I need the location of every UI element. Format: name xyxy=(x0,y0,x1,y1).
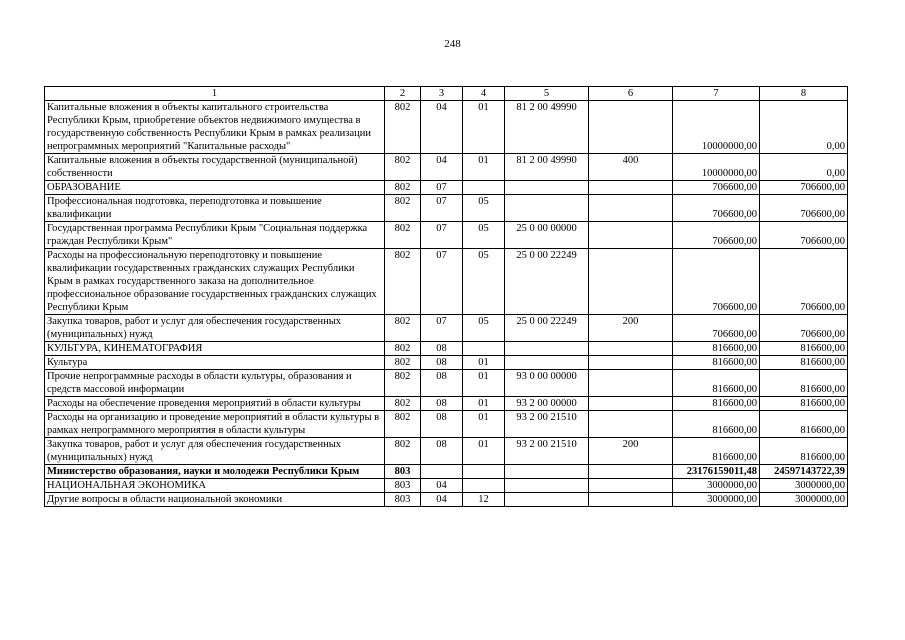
subsection-cell: 01 xyxy=(463,411,505,438)
row-name-cell: Государственная программа Республики Крым "Социальная поддержка граждан Республики Крым" xyxy=(45,222,385,249)
expense-type-cell xyxy=(589,465,673,479)
ministry-code-cell: 803 xyxy=(385,479,421,493)
header-cell: 4 xyxy=(463,87,505,101)
section-cell: 04 xyxy=(421,479,463,493)
section-cell: 07 xyxy=(421,222,463,249)
ministry-code-cell: 803 xyxy=(385,465,421,479)
section-cell: 08 xyxy=(421,342,463,356)
ministry-code-cell: 802 xyxy=(385,397,421,411)
amount-year1-cell: 706600,00 xyxy=(673,249,760,315)
section-cell: 07 xyxy=(421,315,463,342)
target-article-cell xyxy=(505,356,589,370)
target-article-cell xyxy=(505,479,589,493)
row-name-cell: Расходы на профессиональную переподготовку и повышение квалификации государственных гражданских служащих Республики Крым в рамках государственного заказа на дополнительное профессиональное образование государственных гражданских служащих Республики Крым xyxy=(45,249,385,315)
section-cell xyxy=(421,465,463,479)
expense-type-cell xyxy=(589,249,673,315)
subsection-cell: 01 xyxy=(463,101,505,154)
row-name-cell: Министерство образования, науки и молодежи Республики Крым xyxy=(45,465,385,479)
ministry-code-cell: 802 xyxy=(385,315,421,342)
row-name-cell: Капитальные вложения в объекты государственной (муниципальной) собственности xyxy=(45,154,385,181)
row-name-cell: Другие вопросы в области национальной экономики xyxy=(45,493,385,507)
table-row xyxy=(45,154,848,181)
table-row xyxy=(45,493,848,507)
row-name-cell: Культура xyxy=(45,356,385,370)
row-name-cell: Профессиональная подготовка, переподготовка и повышение квалификации xyxy=(45,195,385,222)
table-row xyxy=(45,397,848,411)
ministry-code-cell: 802 xyxy=(385,356,421,370)
header-cell: 5 xyxy=(505,87,589,101)
amount-year2-cell: 706600,00 xyxy=(760,195,848,222)
expense-type-cell xyxy=(589,195,673,222)
amount-year1-cell: 10000000,00 xyxy=(673,101,760,154)
expense-type-cell xyxy=(589,479,673,493)
amount-year2-cell: 24597143722,39 xyxy=(760,465,848,479)
amount-year2-cell: 0,00 xyxy=(760,154,848,181)
subsection-cell: 01 xyxy=(463,397,505,411)
amount-year2-cell: 706600,00 xyxy=(760,249,848,315)
page-number: 248 xyxy=(444,38,461,50)
amount-year2-cell: 706600,00 xyxy=(760,315,848,342)
target-article-cell: 93 2 00 21510 xyxy=(505,438,589,465)
subsection-cell xyxy=(463,465,505,479)
row-name-cell: Закупка товаров, работ и услуг для обеспечения государственных (муниципальных) нужд xyxy=(45,315,385,342)
section-cell: 08 xyxy=(421,397,463,411)
target-article-cell xyxy=(505,342,589,356)
section-cell: 04 xyxy=(421,154,463,181)
section-cell: 04 xyxy=(421,101,463,154)
header-cell: 3 xyxy=(421,87,463,101)
amount-year2-cell: 706600,00 xyxy=(760,181,848,195)
expense-type-cell: 400 xyxy=(589,154,673,181)
subsection-cell: 01 xyxy=(463,370,505,397)
row-name-cell: Прочие непрограммные расходы в области культуры, образования и средств массовой информации xyxy=(45,370,385,397)
amount-year1-cell: 706600,00 xyxy=(673,195,760,222)
section-cell: 08 xyxy=(421,411,463,438)
target-article-cell xyxy=(505,181,589,195)
table-row xyxy=(45,342,848,356)
target-article-cell: 25 0 00 00000 xyxy=(505,222,589,249)
amount-year2-cell: 816600,00 xyxy=(760,370,848,397)
table-row xyxy=(45,195,848,222)
expense-type-cell xyxy=(589,101,673,154)
table-header-row xyxy=(45,87,848,101)
subsection-cell: 05 xyxy=(463,195,505,222)
target-article-cell: 93 0 00 00000 xyxy=(505,370,589,397)
amount-year2-cell: 816600,00 xyxy=(760,356,848,370)
ministry-code-cell: 802 xyxy=(385,222,421,249)
section-cell: 04 xyxy=(421,493,463,507)
table-row xyxy=(45,315,848,342)
ministry-code-cell: 802 xyxy=(385,411,421,438)
ministry-code-cell: 802 xyxy=(385,154,421,181)
row-name-cell: Расходы на обеспечение проведения мероприятий в области культуры xyxy=(45,397,385,411)
target-article-cell xyxy=(505,465,589,479)
ministry-code-cell: 802 xyxy=(385,101,421,154)
section-cell: 07 xyxy=(421,195,463,222)
expense-type-cell xyxy=(589,370,673,397)
amount-year1-cell: 3000000,00 xyxy=(673,479,760,493)
subsection-cell: 01 xyxy=(463,356,505,370)
expense-type-cell: 200 xyxy=(589,315,673,342)
subsection-cell: 05 xyxy=(463,222,505,249)
ministry-code-cell: 802 xyxy=(385,249,421,315)
expense-type-cell xyxy=(589,411,673,438)
subsection-cell: 05 xyxy=(463,249,505,315)
amount-year2-cell: 816600,00 xyxy=(760,438,848,465)
amount-year1-cell: 10000000,00 xyxy=(673,154,760,181)
table-row xyxy=(45,438,848,465)
section-cell: 07 xyxy=(421,181,463,195)
amount-year1-cell: 816600,00 xyxy=(673,438,760,465)
ministry-code-cell: 802 xyxy=(385,181,421,195)
table-row xyxy=(45,222,848,249)
amount-year2-cell: 816600,00 xyxy=(760,411,848,438)
amount-year1-cell: 706600,00 xyxy=(673,181,760,195)
amount-year1-cell: 816600,00 xyxy=(673,397,760,411)
header-cell: 8 xyxy=(760,87,848,101)
expense-type-cell xyxy=(589,222,673,249)
row-name-cell: НАЦИОНАЛЬНАЯ ЭКОНОМИКА xyxy=(45,479,385,493)
subsection-cell: 01 xyxy=(463,154,505,181)
expense-type-cell xyxy=(589,342,673,356)
subsection-cell xyxy=(463,342,505,356)
expense-type-cell xyxy=(589,397,673,411)
expense-type-cell xyxy=(589,356,673,370)
amount-year1-cell: 816600,00 xyxy=(673,356,760,370)
amount-year1-cell: 706600,00 xyxy=(673,315,760,342)
section-cell: 08 xyxy=(421,356,463,370)
amount-year2-cell: 3000000,00 xyxy=(760,493,848,507)
target-article-cell: 93 2 00 00000 xyxy=(505,397,589,411)
amount-year1-cell: 706600,00 xyxy=(673,222,760,249)
target-article-cell xyxy=(505,493,589,507)
row-name-cell: Расходы на организацию и проведение мероприятий в области культуры в рамках непрограммного мероприятия в области культуры xyxy=(45,411,385,438)
amount-year2-cell: 706600,00 xyxy=(760,222,848,249)
ministry-code-cell: 802 xyxy=(385,438,421,465)
target-article-cell: 25 0 00 22249 xyxy=(505,315,589,342)
amount-year2-cell: 816600,00 xyxy=(760,342,848,356)
target-article-cell: 81 2 00 49990 xyxy=(505,101,589,154)
expense-type-cell: 200 xyxy=(589,438,673,465)
table-row xyxy=(45,181,848,195)
subsection-cell xyxy=(463,181,505,195)
amount-year1-cell: 23176159011,48 xyxy=(673,465,760,479)
subsection-cell xyxy=(463,479,505,493)
target-article-cell xyxy=(505,195,589,222)
row-name-cell: Капитальные вложения в объекты капитального строительства Республики Крым, приобретение объектов недвижимого имущества в государственную собственность Республики Крым в рамках реализации непрограммных мероприятий "Капитальные расходы" xyxy=(45,101,385,154)
amount-year1-cell: 816600,00 xyxy=(673,411,760,438)
amount-year2-cell: 816600,00 xyxy=(760,397,848,411)
expense-type-cell xyxy=(589,493,673,507)
subsection-cell: 05 xyxy=(463,315,505,342)
row-name-cell: КУЛЬТУРА, КИНЕМАТОГРАФИЯ xyxy=(45,342,385,356)
amount-year2-cell: 0,00 xyxy=(760,101,848,154)
row-name-cell: Закупка товаров, работ и услуг для обеспечения государственных (муниципальных) нужд xyxy=(45,438,385,465)
header-cell: 2 xyxy=(385,87,421,101)
amount-year2-cell: 3000000,00 xyxy=(760,479,848,493)
ministry-code-cell: 802 xyxy=(385,370,421,397)
section-cell: 07 xyxy=(421,249,463,315)
amount-year1-cell: 3000000,00 xyxy=(673,493,760,507)
table-row xyxy=(45,370,848,397)
subsection-cell: 01 xyxy=(463,438,505,465)
header-cell: 6 xyxy=(589,87,673,101)
target-article-cell: 81 2 00 49990 xyxy=(505,154,589,181)
header-cell: 1 xyxy=(45,87,385,101)
table-row xyxy=(45,101,848,154)
budget-table xyxy=(44,86,848,507)
table-row xyxy=(45,465,848,479)
ministry-code-cell: 802 xyxy=(385,342,421,356)
header-cell: 7 xyxy=(673,87,760,101)
table-row xyxy=(45,479,848,493)
ministry-code-cell: 803 xyxy=(385,493,421,507)
table-row xyxy=(45,249,848,315)
subsection-cell: 12 xyxy=(463,493,505,507)
amount-year1-cell: 816600,00 xyxy=(673,370,760,397)
target-article-cell: 93 2 00 21510 xyxy=(505,411,589,438)
expense-type-cell xyxy=(589,181,673,195)
target-article-cell: 25 0 00 22249 xyxy=(505,249,589,315)
amount-year1-cell: 816600,00 xyxy=(673,342,760,356)
table-row xyxy=(45,356,848,370)
row-name-cell: ОБРАЗОВАНИЕ xyxy=(45,181,385,195)
section-cell: 08 xyxy=(421,438,463,465)
section-cell: 08 xyxy=(421,370,463,397)
ministry-code-cell: 802 xyxy=(385,195,421,222)
table-row xyxy=(45,411,848,438)
